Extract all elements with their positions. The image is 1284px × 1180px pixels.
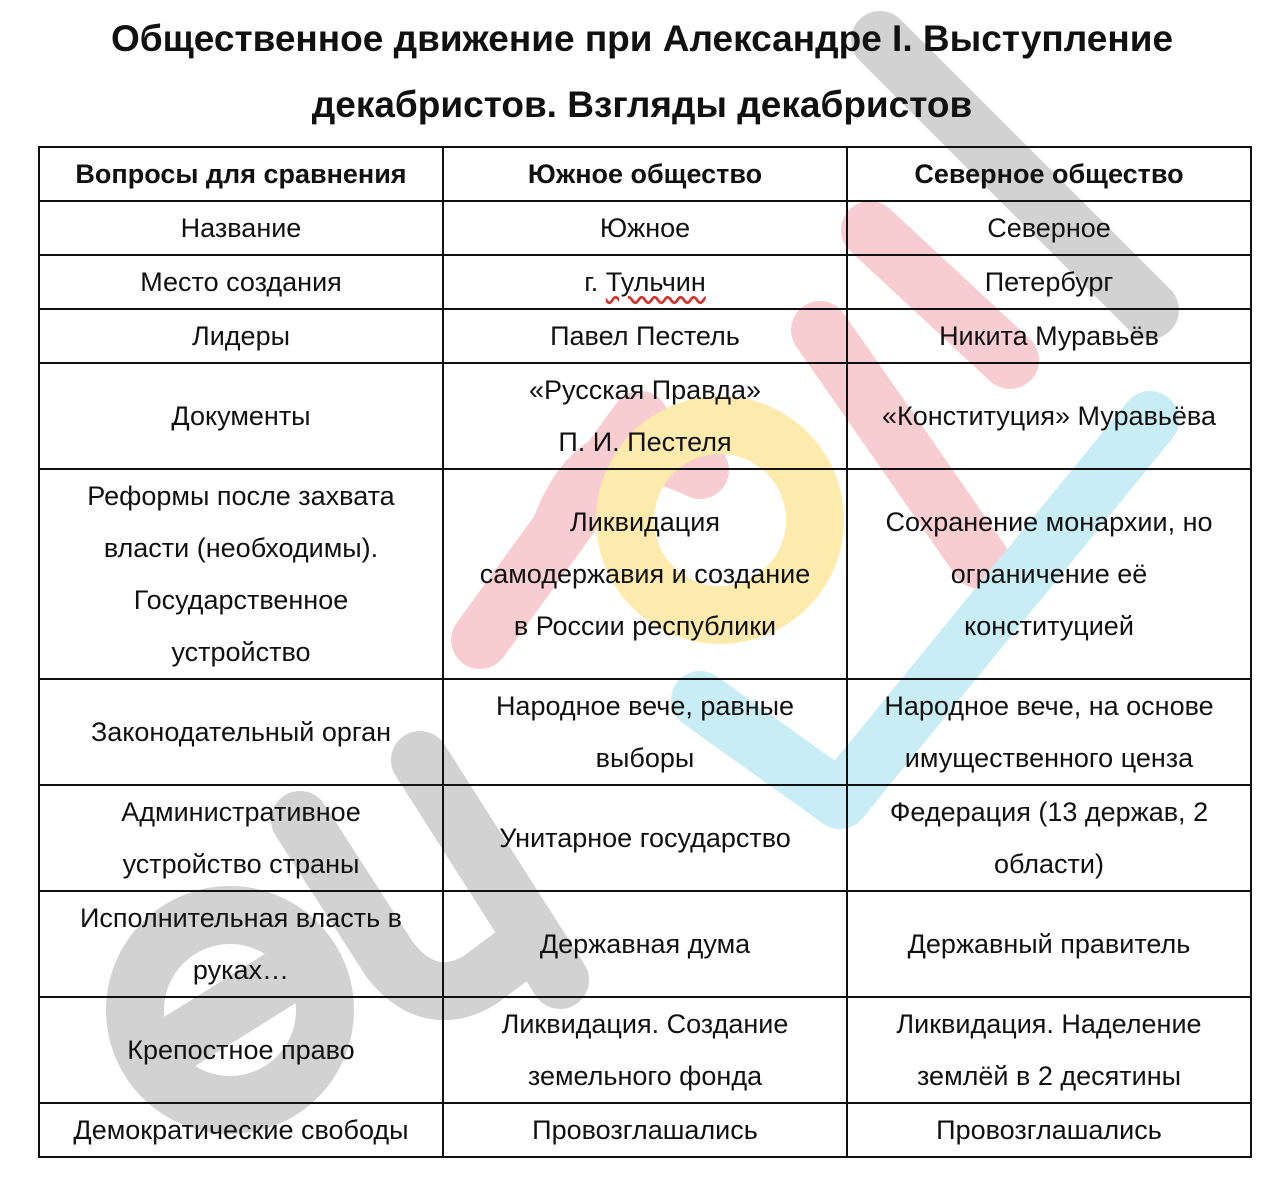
header-south: Южное общество [443, 147, 847, 201]
north-text: Народное вече, на основе имущественного ценза [884, 691, 1214, 773]
north-text: Сохранение монархии, но ограничение её конституцией [885, 507, 1213, 641]
question-cell [39, 309, 443, 363]
question-cell [39, 255, 443, 309]
north-cell [847, 255, 1251, 309]
question-text: Законодательный орган [90, 717, 392, 747]
north-cell [847, 363, 1251, 469]
south-cell [443, 679, 847, 785]
table-row [39, 363, 1251, 469]
table-row [39, 785, 1251, 891]
question-text: Название [180, 213, 302, 243]
north-text: Ликвидация. Наделение землёй в 2 десятины [896, 1009, 1202, 1091]
question-cell [39, 363, 443, 469]
question-text: Демократические свободы [73, 1115, 409, 1145]
south-text: Державная дума [539, 929, 751, 959]
question-cell [39, 785, 443, 891]
north-text: Провозглашались [936, 1115, 1162, 1145]
table-header-row [39, 147, 1251, 201]
north-text: Северное [987, 213, 1111, 243]
north-cell [847, 891, 1251, 997]
comparison-table [38, 146, 1252, 1158]
south-cell [443, 309, 847, 363]
south-text-misspelled-word: Тульчин [605, 267, 706, 297]
question-text: Документы [171, 401, 311, 431]
question-cell [39, 469, 443, 679]
north-cell [847, 201, 1251, 255]
page-title-line-1: Общественное движение при Александре I. Выступление [110, 18, 1174, 59]
question-text: Административное устройство страны [121, 797, 361, 879]
north-cell [847, 679, 1251, 785]
north-text: Федерация (13 держав, 2 области) [889, 797, 1209, 879]
table-row [39, 201, 1251, 255]
question-text: Исполнительная власть в руках… [79, 903, 403, 985]
north-cell [847, 309, 1251, 363]
south-cell [443, 891, 847, 997]
north-cell [847, 997, 1251, 1103]
south-text: Ликвидация самодержавия и создание в России республики [479, 507, 811, 641]
south-text: Ликвидация. Создание земельного фонда [501, 1009, 789, 1091]
north-cell [847, 785, 1251, 891]
table-row [39, 997, 1251, 1103]
header-questions: Вопросы для сравнения [39, 147, 443, 201]
south-cell [443, 469, 847, 679]
south-cell [443, 255, 847, 309]
page-title [0, 6, 1284, 138]
table-row [39, 891, 1251, 997]
north-cell [847, 469, 1251, 679]
header-north: Северное общество [847, 147, 1251, 201]
south-cell [443, 997, 847, 1103]
question-cell [39, 997, 443, 1103]
south-cell [443, 1103, 847, 1157]
question-cell [39, 679, 443, 785]
south-text: Южное [599, 213, 691, 243]
table-row [39, 679, 1251, 785]
table-row [39, 309, 1251, 363]
table-row [39, 469, 1251, 679]
question-cell [39, 891, 443, 997]
question-text: Реформы после захвата власти (необходимы). Государственное устройство [87, 481, 395, 667]
south-text: «Русская Правда» П. И. Пестеля [528, 375, 762, 457]
page-title-line-2: декабристов. Взгляды декабристов [311, 84, 973, 125]
question-text: Место создания [140, 267, 342, 297]
south-text: Павел Пестель [550, 321, 740, 351]
north-text: Никита Муравьёв [939, 321, 1159, 351]
question-text: Лидеры [192, 321, 290, 351]
south-text: Провозглашались [532, 1115, 758, 1145]
south-cell [443, 785, 847, 891]
north-text: «Конституция» Муравьёва [882, 401, 1216, 431]
question-cell [39, 201, 443, 255]
north-text: Державный правитель [907, 929, 1191, 959]
question-text: Крепостное право [127, 1035, 355, 1065]
south-text: Унитарное государство [499, 823, 791, 853]
south-cell [443, 363, 847, 469]
question-cell [39, 1103, 443, 1157]
south-text: Народное вече, равные выборы [495, 691, 795, 773]
south-cell [443, 201, 847, 255]
table-row [39, 255, 1251, 309]
north-cell [847, 1103, 1251, 1157]
north-text: Петербург [984, 267, 1114, 297]
south-text-prefix: г. [584, 267, 606, 297]
table-row [39, 1103, 1251, 1157]
